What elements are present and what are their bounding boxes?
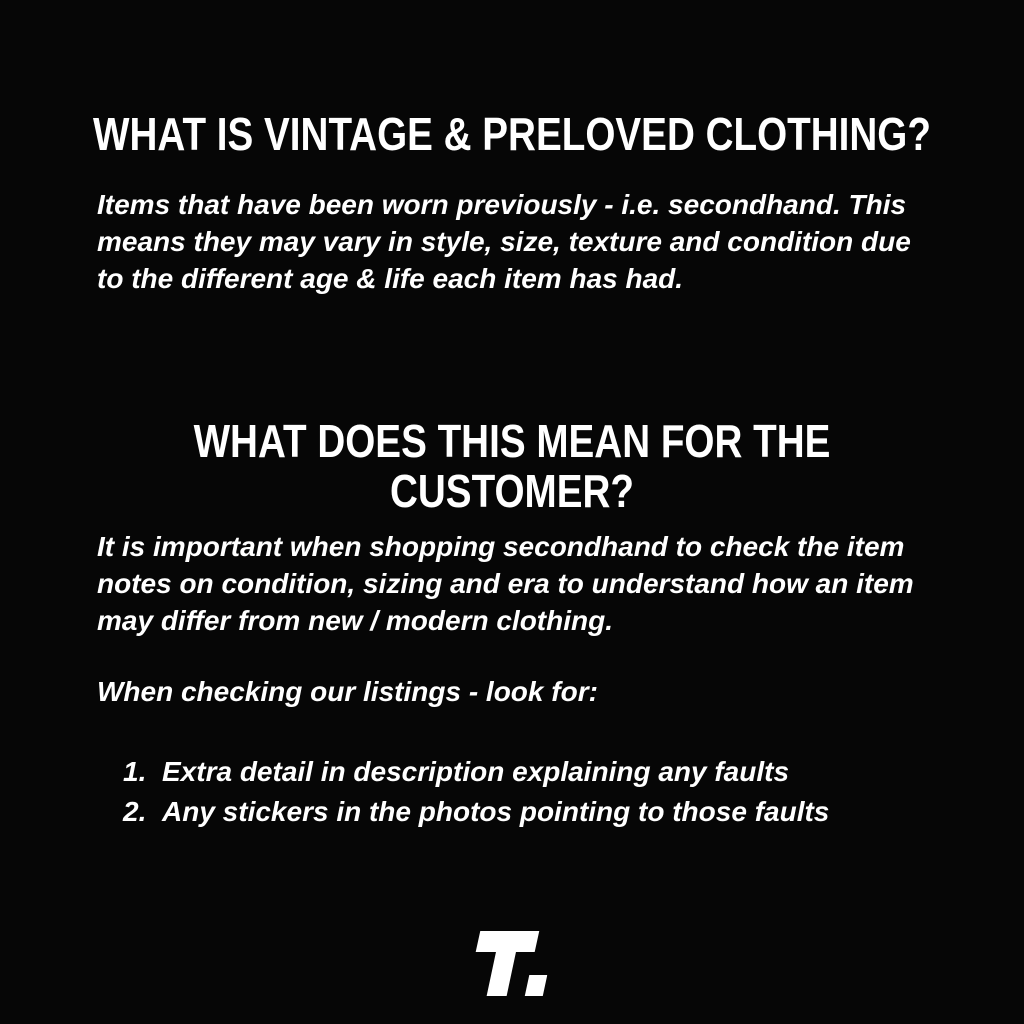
customer-paragraph-line: may differ from new / modern clothing. xyxy=(97,605,613,636)
brand-logo-t-icon xyxy=(475,931,547,996)
customer-paragraph-line: notes on condition, sizing and era to understand how an item xyxy=(97,568,914,599)
section-heading-line: WHAT DOES THIS MEAN FOR THE xyxy=(193,415,831,468)
intro-paragraph xyxy=(97,186,911,297)
list-item-text: Extra detail in description explaining any faults xyxy=(162,756,790,787)
page-title: WHAT IS VINTAGE & PRELOVED CLOTHING? xyxy=(93,107,931,160)
intro-line: Items that have been worn previously - i.e. secondhand. This xyxy=(97,189,907,220)
intro-line: to the different age & life each item has had. xyxy=(97,263,684,294)
list-item-text: Any stickers in the photos pointing to those faults xyxy=(162,796,830,827)
faults-checklist xyxy=(123,752,829,832)
customer-paragraph-line: It is important when shopping secondhand to check the item xyxy=(97,531,905,562)
list-item-number: 1. xyxy=(123,756,147,787)
list-item-number: 2. xyxy=(123,796,147,827)
section-heading-customer xyxy=(82,416,942,516)
customer-paragraph xyxy=(97,528,914,639)
list-item xyxy=(123,792,829,832)
list-item xyxy=(123,752,829,792)
listings-intro-text: When checking our listings - look for: xyxy=(97,676,598,707)
intro-line: means they may vary in style, size, texture and condition due xyxy=(97,226,911,257)
section-heading-line: CUSTOMER? xyxy=(389,465,635,518)
